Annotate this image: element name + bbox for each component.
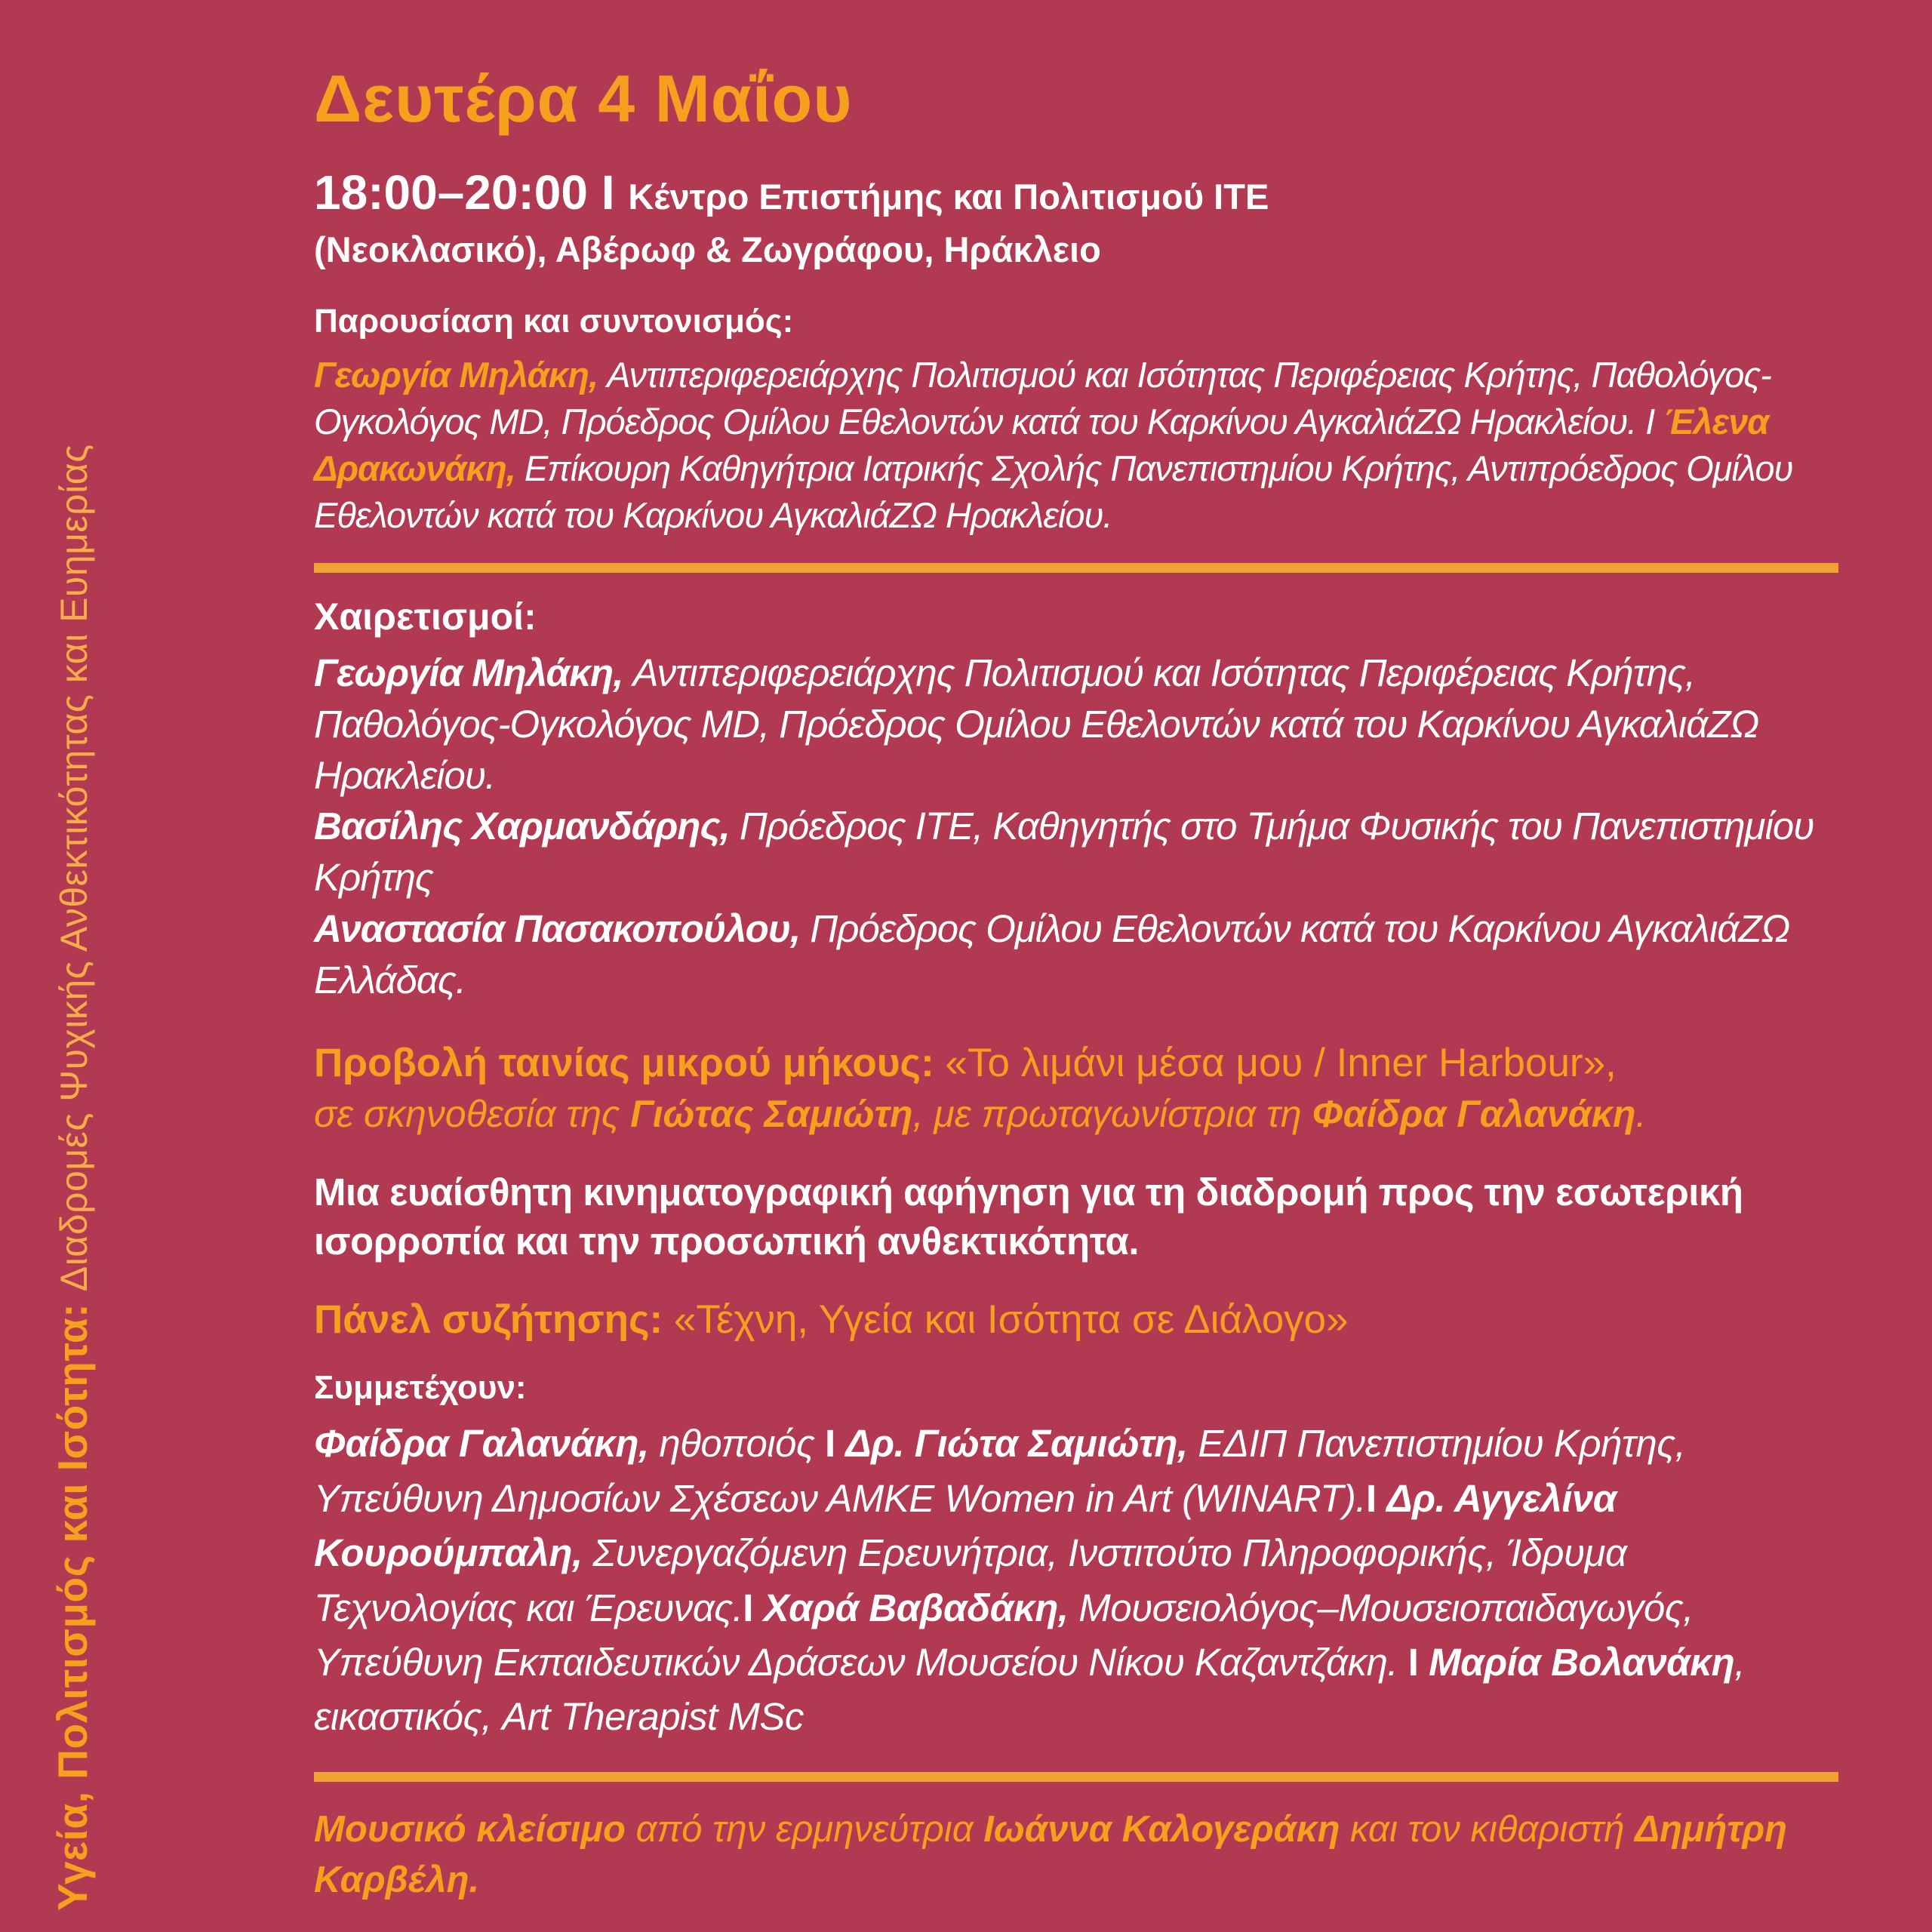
text-run: Ι — [824, 1422, 846, 1466]
text-run: 18:00–20:00 Ι — [314, 165, 629, 220]
film-description — [314, 1168, 1838, 1266]
text-run: Φαίδρα Γαλανάκη — [1312, 1092, 1636, 1135]
text-run: Ι — [1407, 1640, 1429, 1684]
text-run: Πάνελ συζήτησης: — [314, 1297, 674, 1343]
text-run: Φαίδρα Γαλανάκη, — [314, 1422, 660, 1466]
text-run: Ι — [1365, 1476, 1387, 1520]
text-run: Χαιρετισμοί: — [314, 595, 537, 638]
strand-title-light: Διαδρομές Ψυχικής Ανθεκτικότητας και Ευημερίας — [53, 444, 95, 1292]
greeting-2 — [314, 801, 1838, 903]
participants-paragraph — [314, 1417, 1838, 1744]
strand-title-bold: Υγεία, Πολιτισμός και Ισότητα: — [49, 1291, 96, 1911]
text-run: Δρ. Αγγελίνα Κουρούμπαλη, — [314, 1476, 1617, 1575]
text-run: σε σκηνοθεσία της — [314, 1092, 631, 1135]
participants-label — [314, 1366, 1838, 1409]
text-run: Αντιπεριφερειάρχης Πολιτισμού και Ισότητας Περιφέρειας Κρήτης, Παθολόγος-Ογκολόγος MD, Πρόεδρος Ομίλου Εθελοντών κατά του Καρκίνου ΑγκαλιάΖΩ Ηρακλείου. Ι — [314, 354, 1771, 441]
text-run: Προβολή ταινίας μικρού μήκους: — [314, 1040, 946, 1085]
greeting-3 — [314, 903, 1838, 1006]
text-run: . — [1635, 1092, 1647, 1135]
text-run: ηθοποιός — [659, 1422, 825, 1466]
text-run: Γεωργία Μηλάκη, — [314, 651, 633, 694]
text-run: και τον κιθαριστή — [1350, 1808, 1635, 1850]
text-run: Δευτέρα 4 Μαΐου — [314, 61, 853, 136]
text-run: «Τέχνη, Υγεία και Ισότητα σε Διάλογο» — [673, 1297, 1349, 1343]
presentation-label — [314, 300, 1838, 343]
text-run: από την ερμηνεύτρια — [635, 1808, 984, 1850]
text-run: Αντιπεριφερειάρχης Πολιτισμού και Ισότητας Περιφέρειας Κρήτης, Παθολόγος-Ογκολόγος MD, Πρόεδρος Ομίλου Εθελοντών κατά του Καρκίνου ΑγκαλιάΖΩ Ηρακλείου. — [314, 651, 1759, 797]
text-run: (Νεοκλασικό), Αβέρωφ & Ζωγράφου, Ηράκλειο — [314, 229, 1101, 269]
text-run: Δρ. Γιώτα Σαμιώτη, — [845, 1422, 1198, 1466]
section-divider — [314, 1772, 1838, 1782]
film-credits-line — [314, 1090, 1838, 1139]
text-run: Συμμετέχουν: — [314, 1369, 527, 1407]
text-run: Βασίλης Χαρμανδάρης, — [314, 804, 740, 848]
text-run: Μια ευαίσθητη κινηματογραφική αφήγηση για τη διαδρομή προς την εσωτερική ισορροπία και την προσωπική ανθεκτικότητα. — [314, 1170, 1743, 1263]
text-run: Πρόεδρος ΙΤΕ, Καθηγητής στο Τμήμα Φυσικής του Πανεπιστημίου Κρήτης — [314, 804, 1814, 900]
text-run: Γιώτας Σαμιώτη — [630, 1092, 913, 1135]
text-run: Χαρά Βαβαδάκη, — [763, 1586, 1079, 1629]
text-run: Κέντρο Επιστήμης και Πολιτισμού ΙΤΕ — [628, 177, 1269, 217]
film-screening-line — [314, 1038, 1838, 1090]
music-closing — [314, 1804, 1838, 1906]
program-content — [314, 56, 1887, 1906]
greetings-label — [314, 592, 1838, 641]
panel-discussion-line — [314, 1294, 1838, 1346]
text-run: Συνεργαζόμενη Ερευνήτρια, Ινστιτούτο Πληροφορικής, Ίδρυμα Τεχνολογίας και Έρευνας. — [314, 1531, 1627, 1629]
text-run: Επίκουρη Καθηγήτρια Ιατρικής Σχολής Πανεπιστημίου Κρήτης, Αντιπρόεδρος Ομίλου Εθελοντών κατά του Καρκίνου ΑγκαλιάΖΩ Ηρακλείου. — [314, 448, 1793, 535]
text-run: , εικαστικός, Art Therapist MSc — [314, 1640, 1745, 1739]
text-run: Μουσικό κλείσιμο — [314, 1808, 636, 1850]
text-run: ΕΔΙΠ Πανεπιστημίου Κρήτης, Υπεύθυνη Δημοσίων Σχέσεων ΑΜΚΕ Women in Art (WINART). — [314, 1422, 1686, 1520]
greeting-1 — [314, 648, 1838, 801]
event-time-venue — [314, 162, 1838, 224]
text-run: Έλενα Δρακωνάκη, — [314, 401, 1769, 488]
text-run: «Το λιμάνι μέσα μου / Inner Harbour», — [945, 1040, 1617, 1085]
text-run: Γεωργία Μηλάκη, — [314, 354, 608, 395]
presenters-paragraph — [314, 352, 1838, 539]
text-run: Πρόεδρος Ομίλου Εθελοντών κατά του Καρκίνου ΑγκαλιάΖΩ Ελλάδας. — [314, 907, 1790, 1001]
event-title — [314, 56, 1838, 142]
text-run: Μαρία Βολανάκη — [1429, 1640, 1735, 1684]
text-run: Δημήτρη Καρβέλη. — [314, 1808, 1787, 1901]
text-run: Μουσειολόγος–Μουσειοπαιδαγωγός, Υπεύθυνη Εκπαιδευτικών Δράσεων Μουσείου Νίκου Καζαντζάκη. — [314, 1586, 1694, 1684]
text-run: Ι — [743, 1586, 764, 1629]
vertical-event-strand-title — [48, 444, 97, 1911]
section-divider — [314, 563, 1838, 573]
event-venue-line2 — [314, 226, 1838, 272]
text-run: Ιωάννα Καλογεράκη — [983, 1808, 1351, 1850]
text-run: Αναστασία Πασακοπούλου, — [314, 907, 811, 951]
text-run: , με πρωταγωνίστρια τη — [912, 1092, 1312, 1135]
text-run: Παρουσίαση και συντονισμός: — [314, 302, 794, 340]
